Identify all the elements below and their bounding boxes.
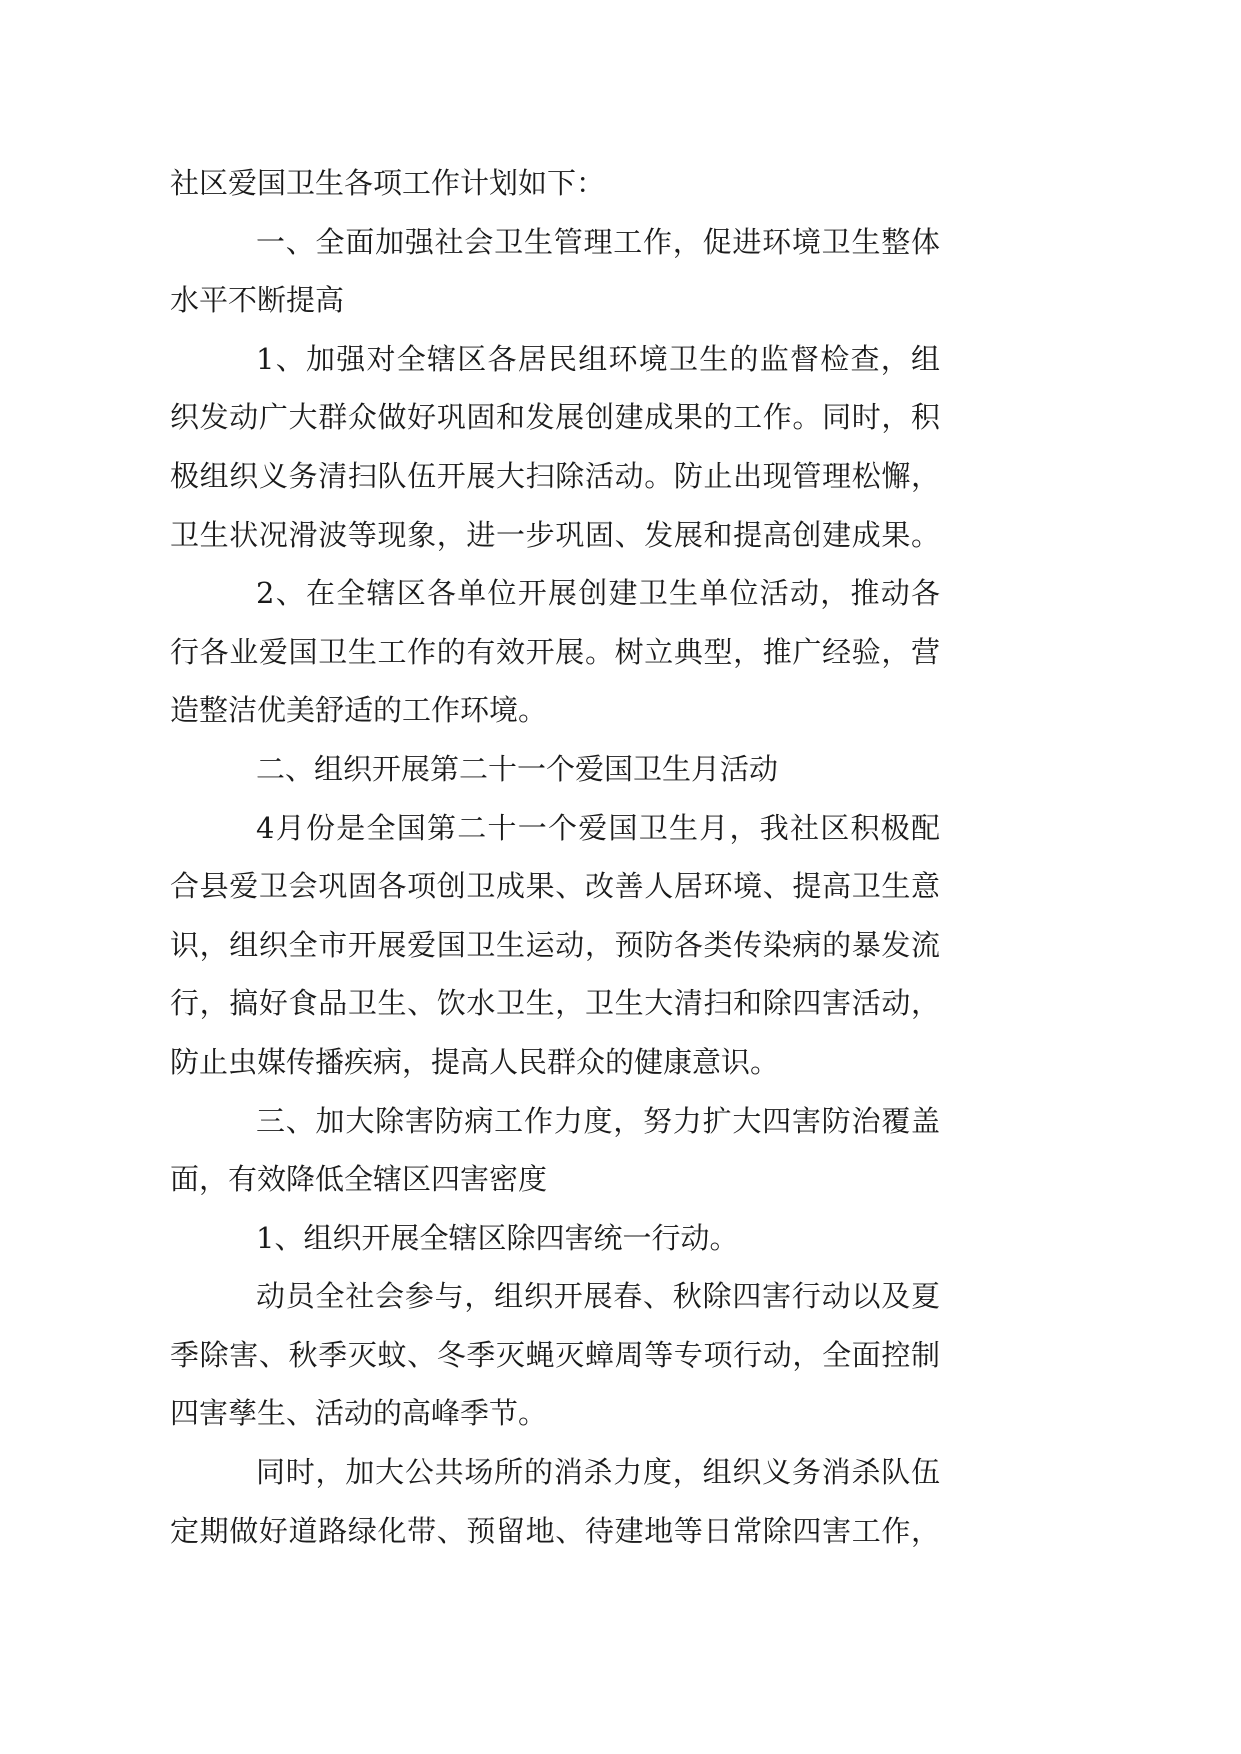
text-line: 三、加大除害防病工作力度，努力扩大四害防治覆盖	[256, 1103, 940, 1138]
document-body	[170, 154, 940, 1560]
text-line: 1、加强对全辖区各居民组环境卫生的监督检查，组	[256, 341, 940, 376]
text-line: 防止虫媒传播疾病，提高人民群众的健康意识。	[170, 1044, 780, 1079]
section-heading-2	[170, 740, 940, 799]
section-heading-1	[170, 213, 940, 330]
paragraph	[170, 1443, 940, 1560]
text-line: 合县爱卫会巩固各项创卫成果、改善人居环境、提高卫生意	[170, 869, 940, 904]
text-line: 4月份是全国第二十一个爱国卫生月，我社区积极配	[256, 810, 940, 845]
paragraph	[170, 799, 940, 1092]
text-line: 社区爱国卫生各项工作计划如下：	[170, 166, 606, 200]
text-line: 动员全社会参与，组织开展春、秋除四害行动以及夏	[256, 1279, 940, 1314]
text-line: 面，有效降低全辖区四害密度	[170, 1162, 548, 1197]
text-line: 识，组织全市开展爱国卫生运动，预防各类传染病的暴发流	[170, 927, 940, 962]
paragraph	[170, 154, 940, 213]
text-line: 1、组织开展全辖区除四害统一行动。	[256, 1220, 739, 1255]
text-line: 四害孳生、活动的高峰季节。	[170, 1396, 548, 1431]
text-line: 行，搞好食品卫生、饮水卫生，卫生大清扫和除四害活动，	[170, 986, 940, 1021]
text-line: 季除害、秋季灭蚊、冬季灭蝇灭蟑周等专项行动，全面控制	[170, 1337, 940, 1372]
section-heading-3	[170, 1092, 940, 1209]
text-line: 定期做好道路绿化带、预留地、待建地等日常除四害工作，	[170, 1513, 940, 1548]
text-line: 二、组织开展第二十一个爱国卫生月活动	[256, 751, 779, 786]
text-line: 一、全面加强社会卫生管理工作，促进环境卫生整体	[256, 224, 940, 259]
text-line: 极组织义务清扫队伍开展大扫除活动。防止出现管理松懈，	[170, 458, 940, 493]
paragraph	[170, 1209, 940, 1268]
text-line: 造整洁优美舒适的工作环境。	[170, 693, 548, 728]
text-line: 行各业爱国卫生工作的有效开展。树立典型，推广经验，营	[170, 634, 940, 669]
text-line: 2、在全辖区各单位开展创建卫生单位活动，推动各	[256, 576, 940, 611]
paragraph	[170, 1267, 940, 1443]
paragraph	[170, 564, 940, 740]
paragraph	[170, 330, 940, 564]
text-line: 水平不断提高	[170, 283, 345, 318]
text-line: 同时，加大公共场所的消杀力度，组织义务消杀队伍	[256, 1455, 940, 1490]
text-line: 卫生状况滑波等现象，进一步巩固、发展和提高创建成果。	[170, 517, 940, 552]
text-line: 织发动广大群众做好巩固和发展创建成果的工作。同时，积	[170, 400, 940, 435]
